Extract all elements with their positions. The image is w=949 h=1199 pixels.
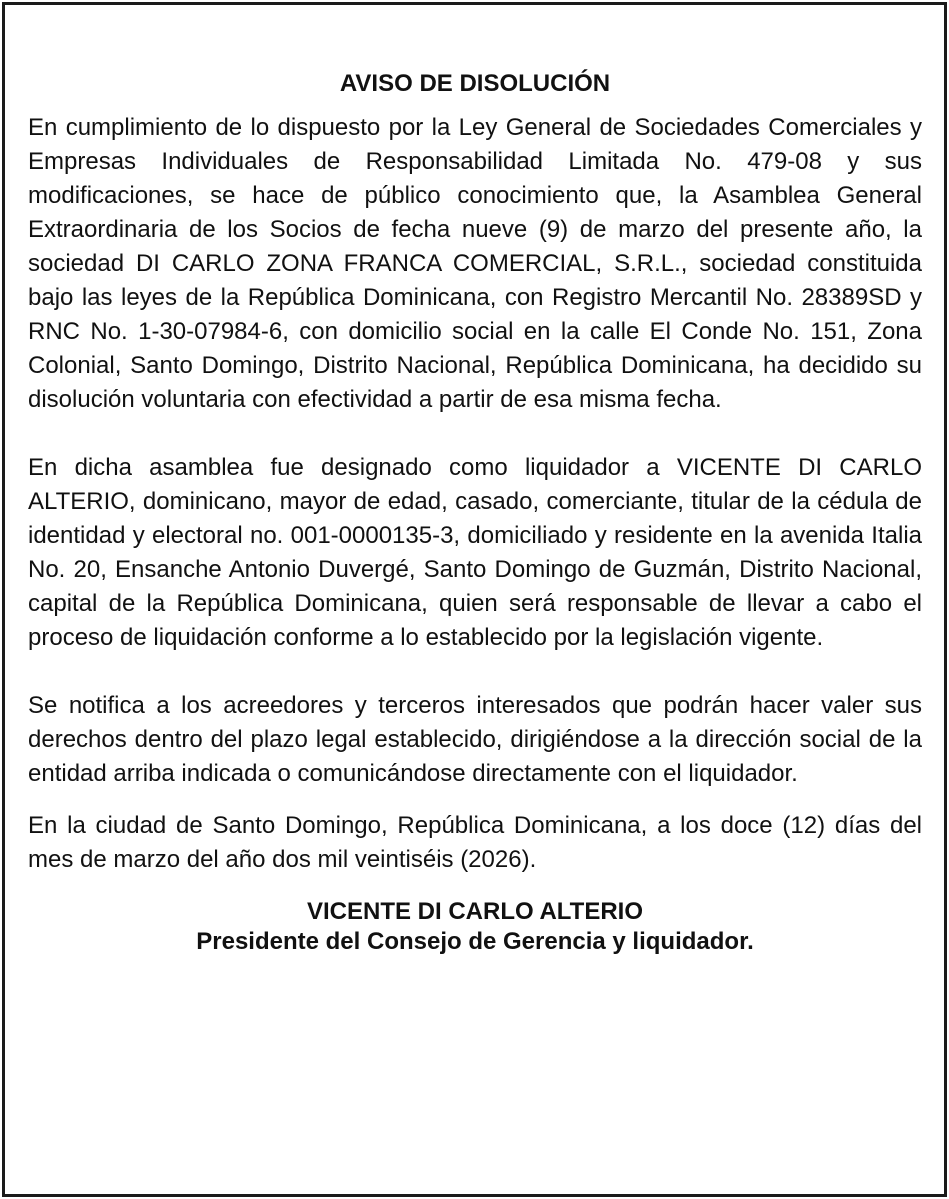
signature-block [28,897,922,957]
notice-body [28,67,922,957]
paragraph-creditors: Se notifica a los acreedores y terceros interesados que podrán hacer valer sus derechos dentro del plazo legal establecido, dirigiéndose a la dirección social de la entidad arriba indicada o comunicándose directamente con el liquidador. [28,692,922,787]
signature-title: Presidente del Consejo de Gerencia y liquidador. [196,928,754,955]
notice-frame [2,2,947,1197]
signature-name: VICENTE DI CARLO ALTERIO [307,898,643,925]
notice-title: AVISO DE DISOLUCIÓN [339,70,611,97]
paragraph-dissolution: En cumplimiento de lo dispuesto por la Ley General de Sociedades Comerciales y Empresas Individuales de Responsabilidad Limitada No. 479-08 y sus modificaciones, se hace de público conocimiento que, la Asamblea General Extraordinaria de los Socios de fecha nueve (9) de marzo del presente año, la sociedad DI CARLO ZONA FRANCA COMERCIAL, S.R.L., sociedad constituida bajo las leyes de la República Dominicana, con Registro Mercantil No. 28389SD y RNC No. 1-30-07984-6, con domicilio social en la calle El Conde No. 151, Zona Colonial, Santo Domingo, Distrito Nacional, República Dominicana, ha decidido su disolución voluntaria con efectividad a partir de esa misma fecha. [28,114,922,413]
paragraph-liquidator: En dicha asamblea fue designado como liquidador a VICENTE DI CARLO ALTERIO, dominicano, mayor de edad, casado, comerciante, titular de la cédula de identidad y electoral no. 001-0000135-3, domiciliado y residente en la avenida Italia No. 20, Ensanche Antonio Duvergé, Santo Domingo de Guzmán, Distrito Nacional, capital de la República Dominicana, quien será responsable de llevar a cabo el proceso de liquidación conforme a lo establecido por la legislación vigente. [28,454,922,651]
paragraph-date-place: En la ciudad de Santo Domingo, República Dominicana, a los doce (12) días del mes de marzo del año dos mil veintiséis (2026). [28,812,922,873]
